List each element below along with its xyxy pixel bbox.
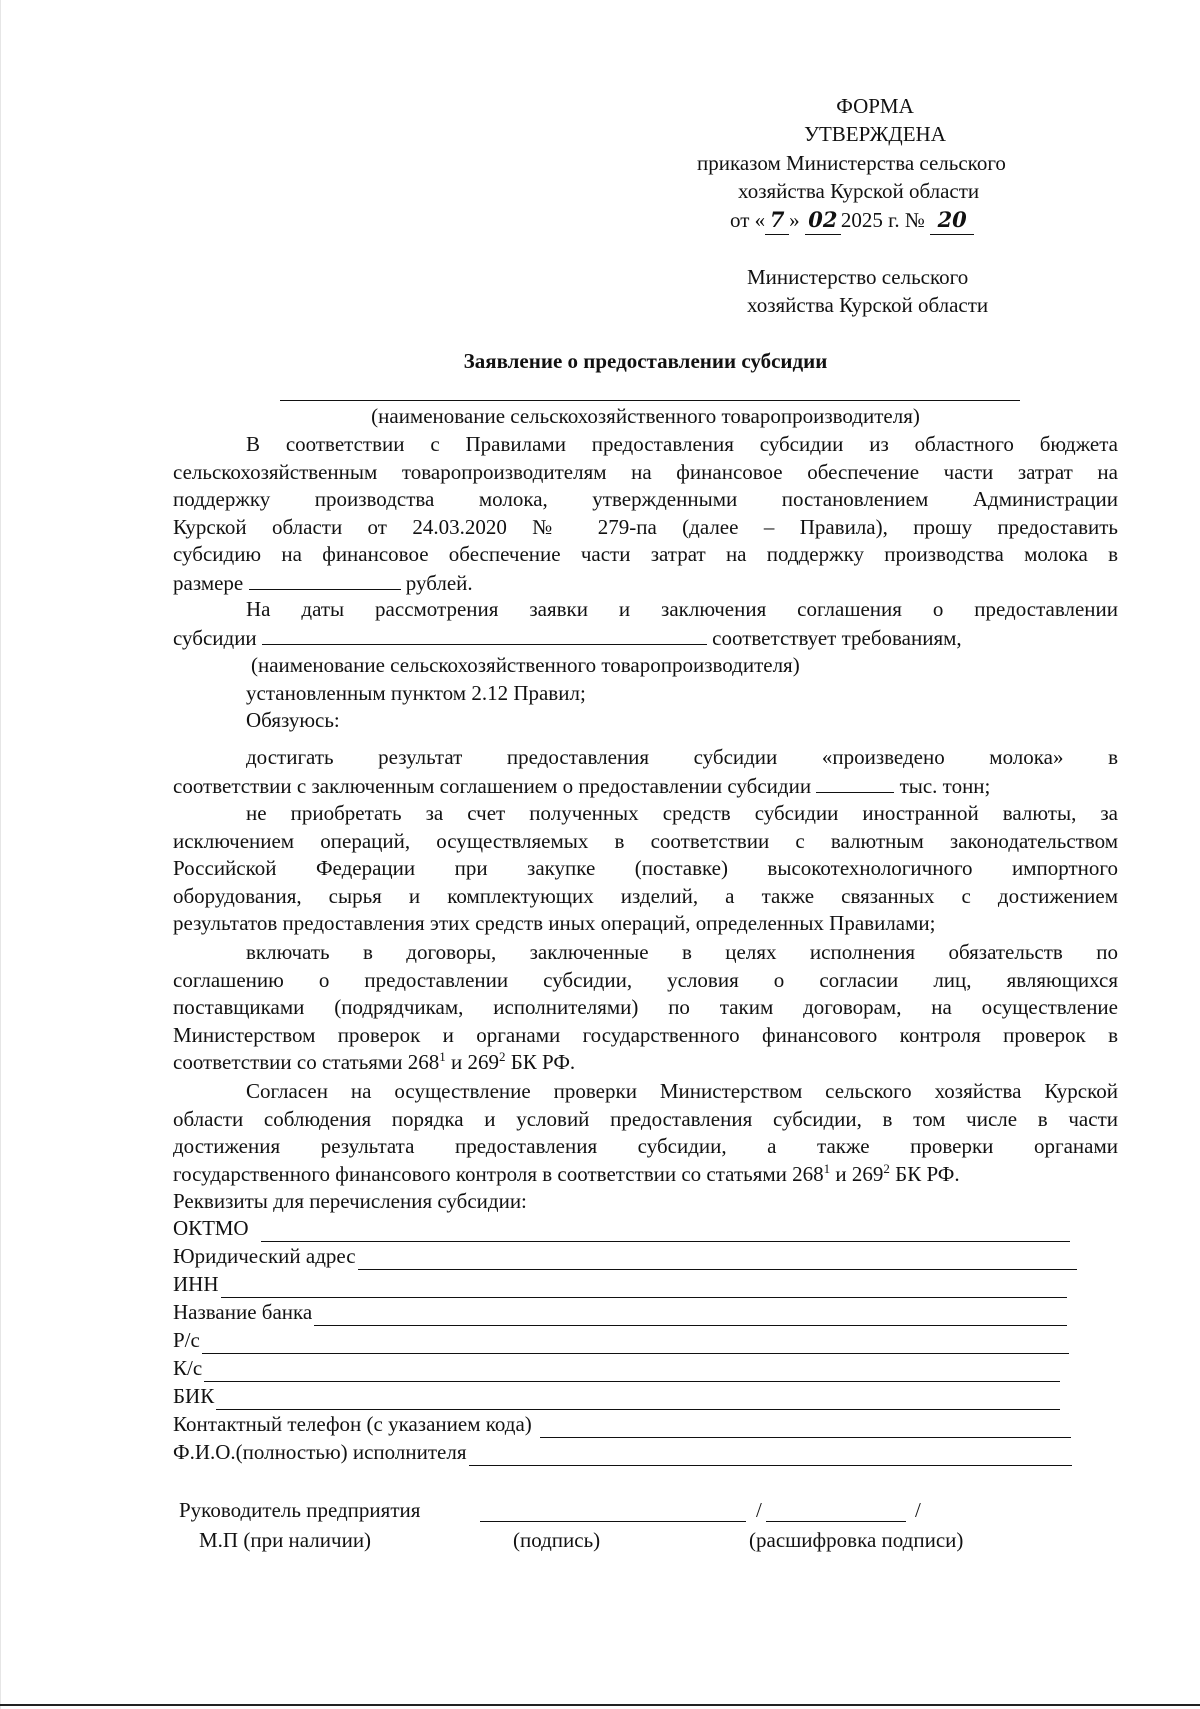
document-title: Заявление о предоставлении субсидии [463, 349, 828, 373]
p1-line: субсидию на финансовое обеспечение части затрат на поддержку производства молока в [173, 542, 1118, 566]
sign-hint: (подпись) [513, 1528, 601, 1552]
field-label: ОКТМО [173, 1215, 249, 1240]
field-label: Контактный телефон (с указанием кода) [173, 1411, 532, 1436]
p5-line-last [173, 1049, 1118, 1077]
field-label: К/с [173, 1355, 203, 1380]
p5-line: Министерством проверок и органами государственного финансового контроля проверок в [173, 1022, 1118, 1047]
p2-applicant-blank [262, 624, 707, 645]
p6-last-b: и 269 [830, 1161, 884, 1186]
amount-blank [249, 569, 401, 590]
paragraph-2 [173, 596, 1118, 735]
field-executor-name[interactable] [173, 1440, 1072, 1466]
field-bank-name[interactable] [173, 1300, 1067, 1326]
p6-line-last [173, 1161, 1118, 1189]
p2-applicant-line [173, 624, 1118, 653]
p1-line: сельскохозяйственным товаропроизводителям на финансовое обеспечение части затрат на [173, 459, 1118, 484]
scan-edge [0, 0, 1, 1709]
order-line-2: хозяйства Курской области [738, 179, 980, 203]
p5-last-b: и 269 [445, 1050, 499, 1074]
field-line[interactable] [314, 1306, 1067, 1326]
p2-end: установленным пунктом 2.12 Правил; [246, 680, 586, 705]
field-label: БИК [173, 1383, 215, 1408]
signature-line[interactable] [480, 1521, 746, 1522]
field-line[interactable] [358, 1250, 1077, 1270]
field-label: Название банка [173, 1299, 313, 1324]
volume-blank [816, 772, 894, 793]
applicant-name-blank [280, 400, 1020, 401]
p6-line: области соблюдения порядка и условий предоставления субсидии, в том числе в части [173, 1106, 1118, 1131]
p5-sup-2: 2 [498, 1049, 506, 1064]
order-line-1: приказом Министерства сельского [697, 151, 1006, 175]
date-year: 2025 г. № [840, 208, 925, 232]
p1-line: В соответствии с Правилами предоставления субсидии из областного бюджета [246, 432, 1118, 456]
p5-sup-1: 1 [439, 1049, 446, 1064]
p4-line: Российской Федерации при закупке (поставке) высокотехнологичного импортного [173, 856, 1118, 880]
slash-left: / [756, 1498, 762, 1522]
p5-last-c: БК РФ. [505, 1050, 576, 1074]
scan-edge-bottom [0, 1704, 1200, 1706]
p6-line: Согласен на осуществление проверки Министерством сельского хозяйства Курской [246, 1079, 1118, 1103]
decode-line[interactable] [766, 1521, 906, 1522]
p4-line-last: результатов предоставления этих средств иных операций, определенных Правилами; [173, 911, 936, 935]
p1-line: поддержку производства молока, утвержденными постановлением Администрации [173, 487, 1118, 511]
stamp-label: М.П (при наличии) [199, 1528, 372, 1552]
form-label: ФОРМА [836, 94, 914, 118]
p4-line: оборудования, сырья и комплектующих изделий, а также связанных с достижением [173, 883, 1118, 908]
p1-line: Курской области от 24.03.2020 № 279-па (далее – Правила), прошу предоставить [173, 514, 1118, 539]
slash-right: / [915, 1498, 921, 1522]
paragraph-3 [173, 744, 1118, 800]
date-month: 02 [805, 206, 841, 235]
applicant-hint: (наименование сельскохозяйственного товаропроизводителя) [371, 404, 920, 428]
p6-line: достижения результата предоставления субсидии, а также проверки органами [173, 1134, 1118, 1158]
approved-label: УТВЕРЖДЕНА [804, 121, 946, 146]
p2-hint: (наименование сельскохозяйственного товаропроизводителя) [251, 653, 800, 677]
field-line[interactable] [261, 1222, 1070, 1242]
p1-amount-line [173, 569, 1118, 598]
field-contact-phone[interactable] [173, 1412, 1071, 1438]
p5-last-a: соответствии со статьями 268 [173, 1050, 440, 1074]
addressee-line-1: Министерство сельского [747, 265, 969, 289]
p5-line: поставщиками (подрядчикам, исполнителями) по таким договорам, на осуществление [173, 995, 1118, 1019]
field-legal-address[interactable] [173, 1244, 1077, 1270]
field-line[interactable] [221, 1278, 1068, 1298]
p2-suffix: соответствует требованиям, [712, 625, 962, 650]
field-label: ИНН [173, 1271, 219, 1296]
p6-sup-2: 2 [883, 1160, 890, 1176]
p3-volume-line [173, 772, 1118, 801]
p6-last-c: БК РФ. [889, 1161, 960, 1186]
p2-prefix: субсидии [173, 625, 257, 650]
p3-suffix: тыс. тонн; [899, 773, 991, 798]
field-inn[interactable] [173, 1272, 1067, 1298]
paragraph-1 [173, 431, 1118, 597]
p6-last-a: государственного финансового контроля в соответствии со статьями 268 [173, 1161, 824, 1186]
field-label: Р/с [173, 1327, 200, 1352]
obligate-label: Обязуюсь: [246, 708, 340, 732]
amount-prefix: размере [173, 570, 244, 595]
field-label: Ф.И.О.(полностью) исполнителя [173, 1439, 467, 1464]
order-number: 20 [930, 206, 974, 235]
p5-line: включать в договоры, заключенные в целях исполнения обязательств по [246, 940, 1118, 964]
field-line[interactable] [204, 1362, 1060, 1382]
p6-sup-1: 1 [823, 1160, 831, 1176]
approval-block [690, 93, 1060, 148]
paragraph-5 [173, 939, 1118, 1077]
p4-line: исключением операций, осуществляемых в соответствии с валютным законодательством [173, 828, 1118, 853]
field-bik[interactable] [173, 1384, 1060, 1410]
paragraph-6 [173, 1078, 1118, 1216]
decode-hint: (расшифровка подписи) [749, 1528, 964, 1552]
date-mid: » [789, 208, 800, 232]
field-settlement-account[interactable] [173, 1328, 1069, 1354]
requisites-label: Реквизиты для перечисления субсидии: [173, 1189, 527, 1213]
date-prefix: от « [730, 208, 766, 232]
field-oktmo[interactable] [173, 1216, 1070, 1242]
head-label: Руководитель предприятия [179, 1498, 421, 1522]
field-line[interactable] [469, 1446, 1073, 1466]
addressee-line-2: хозяйства Курской области [747, 293, 989, 317]
p4-line: не приобретать за счет полученных средств субсидии иностранной валюты, за [246, 801, 1118, 825]
field-line[interactable] [216, 1390, 1060, 1410]
p5-line: соглашению о предоставлении субсидии, условия о согласии лиц, являющихся [173, 967, 1118, 992]
p3-prefix: соответствии с заключенным соглашением о предоставлении субсидии [173, 773, 812, 798]
p2-line: На даты рассмотрения заявки и заключения соглашения о предоставлении [246, 597, 1118, 621]
field-line[interactable] [202, 1334, 1069, 1354]
order-date [730, 206, 974, 235]
date-day: 7 [765, 206, 789, 235]
amount-suffix: рублей. [405, 570, 473, 595]
field-line[interactable] [540, 1418, 1071, 1438]
paragraph-4 [173, 800, 1118, 938]
p3-line: достигать результат предоставления субсидии «произведено молока» в [246, 745, 1118, 769]
field-correspondent-account[interactable] [173, 1356, 1060, 1382]
field-label: Юридический адрес [173, 1243, 356, 1268]
